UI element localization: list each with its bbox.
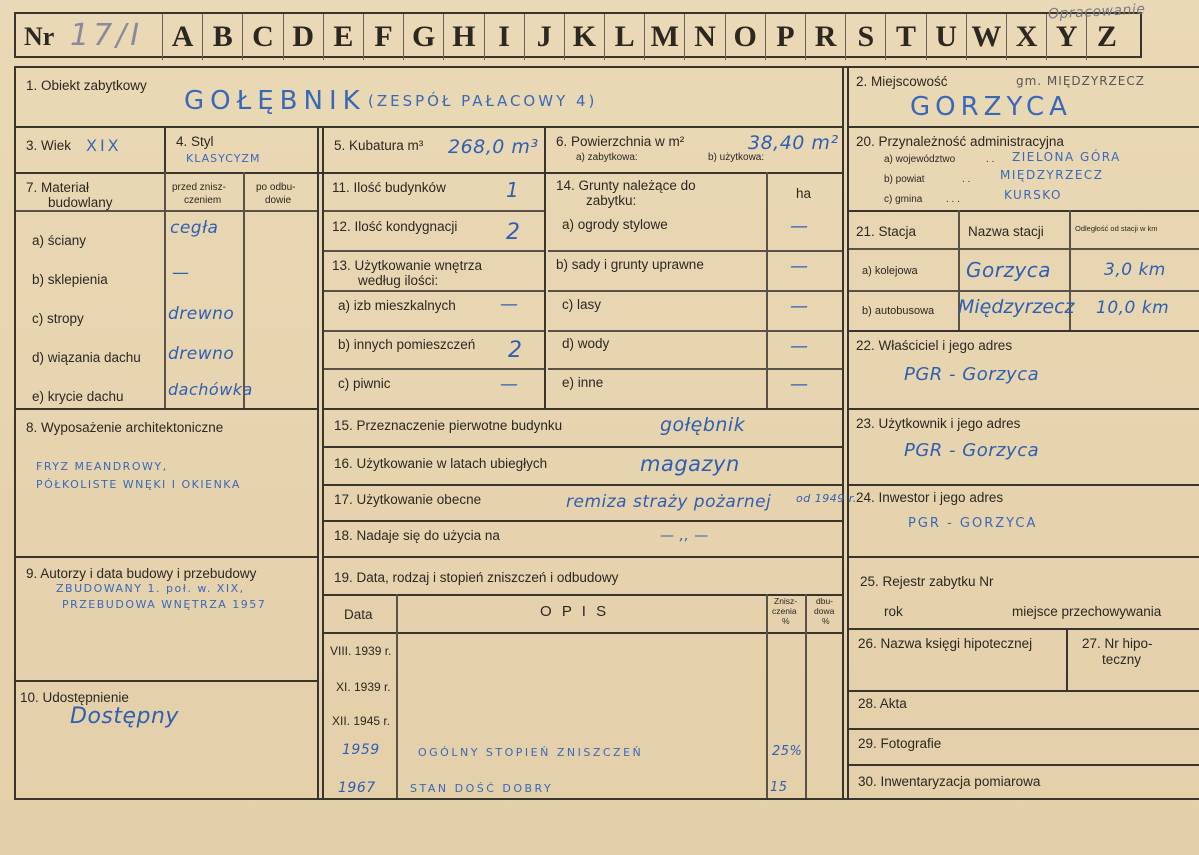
f14-row-value: —	[790, 374, 809, 395]
f8-line1: FRYZ MEANDROWY,	[36, 460, 168, 473]
f7-row-label: d) wiązania dachu	[32, 350, 141, 365]
f7-row-value: —	[172, 263, 190, 283]
f21-row-dist: 10,0 km	[1096, 298, 1170, 318]
f22-value: PGR - Gorzyca	[904, 364, 1040, 385]
f7-label-2: budowlany	[48, 195, 113, 210]
f1-label: 1. Obiekt zabytkowy	[26, 78, 147, 93]
letter-U: U	[926, 14, 966, 60]
f19-col-date: Data	[344, 607, 373, 622]
f19-row-desc: OGÓLNY STOPIEŃ ZNISZCZEŃ	[418, 746, 644, 759]
f24-value: PGR - GORZYCA	[908, 516, 1038, 531]
letter-I: I	[484, 14, 524, 60]
f7-col1-b: czeniem	[184, 195, 222, 206]
f20-row-dots: . .	[986, 154, 995, 165]
letter-O: O	[725, 14, 765, 60]
f3-value: XIX	[86, 136, 122, 155]
letter-W: W	[966, 14, 1006, 60]
f14-row-label: c) lasy	[562, 297, 602, 312]
letter-J: J	[524, 14, 564, 60]
f1-value2: (ZESPÓŁ PAŁACOWY 4)	[368, 92, 598, 110]
f25-rok: rok	[884, 604, 903, 619]
f19-col-o1: dbu-	[816, 596, 834, 606]
nr-value: 17/I	[70, 18, 144, 53]
letter-H: H	[443, 14, 483, 60]
f20-row-value: MIĘDZYRZECZ	[1000, 168, 1104, 182]
f8-line2: PÓŁKOLISTE WNĘKI I OKIENKA	[36, 478, 241, 491]
f14-row-value: —	[790, 336, 809, 357]
letter-N: N	[684, 14, 724, 60]
f14-row-value: —	[790, 256, 809, 277]
f19-col-z1: Znisz-	[774, 596, 798, 606]
f19-col-o2: dowa	[814, 606, 835, 616]
f18-value: — ,, —	[660, 528, 709, 544]
f21-row-name: Międzyrzecz	[958, 296, 1075, 318]
letter-S: S	[845, 14, 885, 60]
f20-label: 20. Przynależność administracyjna	[856, 134, 1064, 149]
index-letters	[162, 12, 1142, 58]
f21-row-label: b) autobusowa	[862, 305, 935, 317]
f11-value: 1	[506, 178, 520, 202]
f30-label: 30. Inwentaryzacja pomiarowa	[858, 774, 1041, 789]
letter-E: E	[323, 14, 363, 60]
f17-value2: od 1949 r.	[796, 492, 857, 505]
f7-row-label: b) sklepienia	[32, 272, 108, 287]
f29-label: 29. Fotografie	[858, 736, 942, 751]
f7-col1-a: przed znisz-	[172, 182, 226, 193]
f4-label: 4. Styl	[176, 134, 214, 149]
f4-value: KLASYCYZM	[186, 152, 261, 165]
letter-B: B	[202, 14, 242, 60]
f5-label: 5. Kubatura m³	[334, 138, 424, 153]
f7-row-label: c) stropy	[32, 311, 84, 326]
f19-row-desc: STAN DOŚĆ DOBRY	[410, 782, 554, 795]
f21-col-name: Nazwa stacji	[968, 224, 1044, 239]
f2-value: GORZYCA	[910, 92, 1072, 122]
f14-row-value: —	[790, 216, 809, 237]
f13-row-label: a) izb mieszkalnych	[338, 298, 456, 313]
f19-row-z: 15	[770, 780, 788, 795]
f6-sub1: a) zabytkowa:	[576, 152, 638, 163]
f19-row-date: XI. 1939 r.	[336, 680, 391, 694]
f5-value: 268,0 m³	[448, 136, 539, 158]
f7-row-label: a) ściany	[32, 233, 87, 248]
f2-label: 2. Miejscowość	[856, 74, 948, 89]
f20-row-label: c) gmina	[884, 194, 923, 205]
f7-row-value: dachówka	[168, 380, 253, 399]
f12-value: 2	[506, 220, 521, 245]
f27-label-2: teczny	[1102, 652, 1142, 667]
f10-label: 10. Udostępnienie	[20, 690, 129, 705]
header-annotation: Opracowanie	[1047, 1, 1146, 23]
f13-row-label: b) innych pomieszczeń	[338, 337, 476, 352]
f19-row-date: 1959	[342, 742, 380, 758]
f21-row-label: a) kolejowa	[862, 265, 918, 277]
f13-row-value: —	[500, 294, 519, 315]
f14-row-value: —	[790, 296, 809, 317]
f21-col-dist: Odległość od stacji w km	[1075, 224, 1158, 233]
f23-label: 23. Użytkownik i jego adres	[856, 416, 1021, 431]
letter-L: L	[604, 14, 644, 60]
f19-col-z3: %	[782, 616, 790, 626]
letter-F: F	[363, 14, 403, 60]
f19-row-date: VIII. 1939 r.	[330, 644, 392, 658]
f20-row-label: b) powiat	[884, 174, 925, 185]
f18-label: 18. Nadaje się do użycia na	[334, 528, 500, 543]
f21-row-dist: 3,0 km	[1104, 260, 1166, 280]
f7-col2-a: po odbu-	[256, 182, 296, 193]
f19-col-desc: O P I S	[540, 603, 610, 620]
f6-value: 38,40 m²	[748, 132, 839, 154]
f9-line1: ZBUDOWANY 1. poł. w. XIX,	[56, 582, 245, 595]
f24-label: 24. Inwestor i jego adres	[856, 490, 1004, 505]
f3-label: 3. Wiek	[26, 138, 72, 153]
f13-row-value: —	[500, 374, 519, 395]
f10-value: Dostępny	[70, 704, 179, 729]
letter-K: K	[564, 14, 604, 60]
f9-label: 9. Autorzy i data budowy i przebudowy	[26, 566, 257, 581]
letter-X: X	[1006, 14, 1046, 60]
f15-label: 15. Przeznaczenie pierwotne budynku	[334, 418, 563, 433]
nr-label: Nr	[24, 22, 55, 51]
letter-P: P	[765, 14, 805, 60]
f7-row-value: drewno	[168, 304, 235, 324]
f13-row-label: c) piwnic	[338, 376, 391, 391]
letter-A: A	[162, 14, 202, 60]
f21-row-name: Gorzyca	[966, 258, 1052, 282]
letter-G: G	[403, 14, 443, 60]
f7-label-1: 7. Materiał	[26, 180, 90, 195]
f23-value: PGR - Gorzyca	[904, 440, 1040, 461]
f19-col-z2: czenia	[772, 606, 797, 616]
f6-label: 6. Powierzchnia w m²	[556, 134, 685, 149]
f20-row-label: a) województwo	[884, 154, 956, 165]
f20-row-dots: . .	[962, 174, 971, 185]
f28-label: 28. Akta	[858, 696, 907, 711]
f1-value: GOŁĘBNIK	[184, 86, 366, 116]
f17-label: 17. Użytkowanie obecne	[334, 492, 482, 507]
f19-col-o3: %	[822, 616, 830, 626]
f13-row-value: 2	[508, 338, 523, 363]
f21-label: 21. Stacja	[856, 224, 917, 239]
f7-row-label: e) krycie dachu	[32, 389, 124, 404]
f8-label: 8. Wyposażenie architektoniczne	[26, 420, 224, 435]
f20-row-dots: . . .	[946, 194, 960, 205]
f12-label: 12. Ilość kondygnacji	[332, 219, 458, 234]
f26-label: 26. Nazwa księgi hipotecznej	[858, 636, 1033, 651]
f14-unit: ha	[796, 186, 812, 201]
f14-row-label: a) ogrody stylowe	[562, 217, 668, 232]
f25-label: 25. Rejestr zabytku Nr	[860, 574, 994, 589]
f7-row-value: cegła	[170, 218, 219, 238]
f22-label: 22. Właściciel i jego adres	[856, 338, 1013, 353]
f19-label: 19. Data, rodzaj i stopień zniszczeń i odbudowy	[334, 570, 619, 585]
f7-col2-b: dowie	[265, 195, 292, 206]
f17-value: remiza straży pożarnej	[566, 492, 772, 512]
letter-Y: Y	[1046, 14, 1086, 60]
f11-label: 11. Ilość budynków	[332, 180, 446, 195]
f13-label-2: według ilości:	[358, 273, 439, 288]
f16-value: magazyn	[640, 452, 740, 476]
f14-row-label: b) sady i grunty uprawne	[556, 257, 704, 272]
f14-label-1: 14. Grunty należące do	[556, 178, 696, 193]
letter-Z: Z	[1086, 14, 1126, 60]
letter-T: T	[885, 14, 925, 60]
f20-row-value: ZIELONA GÓRA	[1012, 150, 1121, 164]
f14-row-label: e) inne	[562, 375, 604, 390]
f14-label-2: zabytku:	[586, 193, 637, 208]
f13-label-1: 13. Użytkowanie wnętrza	[332, 258, 483, 273]
letter-R: R	[805, 14, 845, 60]
f20-row-value: KURSKO	[1004, 188, 1062, 202]
letter-D: D	[283, 14, 323, 60]
f6-sub2: b) użytkowa:	[708, 152, 765, 163]
f19-row-date: XII. 1945 r.	[332, 714, 391, 728]
f14-row-label: d) wody	[562, 336, 610, 351]
f19-row-z: 25%	[772, 744, 803, 759]
f9-line2: PRZEBUDOWA WNĘTRZA 1957	[62, 598, 267, 611]
f2-note: gm. MIĘDZYRZECZ	[1016, 74, 1145, 88]
letter-M: M	[644, 14, 684, 60]
f7-row-value: drewno	[168, 344, 235, 364]
f25-miejsce: miejsce przechowywania	[1012, 604, 1162, 619]
f27-label-1: 27. Nr hipo-	[1082, 636, 1153, 651]
f19-row-date: 1967	[338, 780, 376, 796]
f16-label: 16. Użytkowanie w latach ubiegłych	[334, 456, 548, 471]
f15-value: gołębnik	[660, 414, 746, 436]
letter-C: C	[242, 14, 282, 60]
